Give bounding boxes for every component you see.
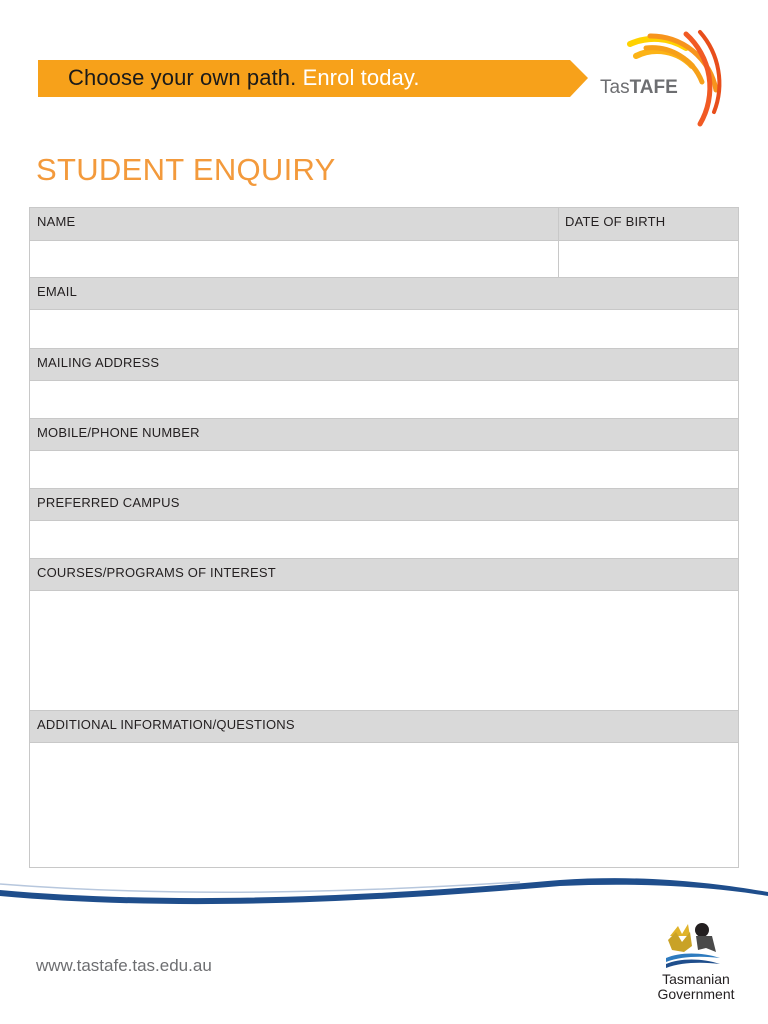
banner-text [68,64,420,92]
campus-label: PREFERRED CAMPUS [37,495,180,510]
tastafe-logo-wordmark [600,77,678,99]
additional-label-row [30,711,738,743]
promo-banner [38,60,588,97]
address-field[interactable] [30,381,738,419]
email-label: EMAIL [37,284,78,299]
logo-word-light: Tas [600,77,630,98]
email-field[interactable] [30,310,738,349]
gov-line-1: Tasmanian [662,971,730,987]
footer-wave [0,870,768,910]
campus-field[interactable] [30,521,738,559]
enquiry-form [29,207,739,868]
tasmanian-government-emblem-icon [662,918,724,976]
logo-word-bold: TAFE [629,77,678,98]
name-label: NAME [37,214,76,229]
banner-text-main: Choose your own path. [68,65,297,90]
address-label: MAILING ADDRESS [37,355,160,370]
tasmanian-government-wordmark [640,972,752,1002]
phone-label-row [30,419,738,451]
courses-label-row [30,559,738,591]
campus-label-row [30,489,738,521]
courses-field[interactable] [30,591,738,711]
footer-website-link[interactable]: www.tastafe.tas.edu.au [36,956,212,975]
banner-text-highlight: Enrol today. [302,65,420,90]
courses-label: COURSES/PROGRAMS OF INTEREST [37,565,276,580]
dob-field[interactable] [559,241,738,277]
address-label-row [30,349,738,381]
name-label-row [30,208,738,241]
page-title: STUDENT ENQUIRY [36,152,336,187]
additional-label: ADDITIONAL INFORMATION/QUESTIONS [37,717,295,732]
additional-field[interactable] [30,743,738,867]
email-label-row [30,278,738,310]
phone-field[interactable] [30,451,738,489]
phone-label: MOBILE/PHONE NUMBER [37,425,200,440]
dob-label: DATE OF BIRTH [565,214,666,229]
gov-line-2: Government [657,986,735,1002]
